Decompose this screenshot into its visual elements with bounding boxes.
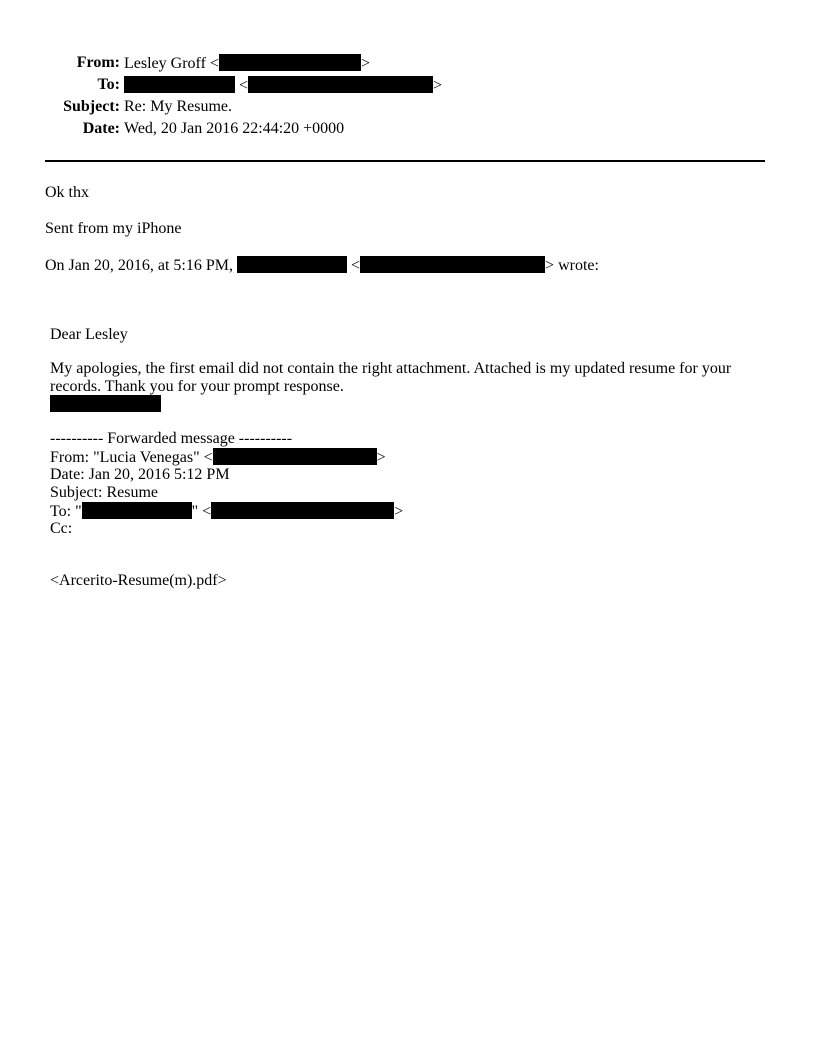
quoted-greeting: Dear Lesley [50,326,128,343]
subject-value: Re: My Resume. [124,98,232,115]
quote-attribution: On Jan 20, 2016, at 5:16 PM, < > wrote: [45,257,599,274]
quoted-sender-redaction [50,395,161,414]
redaction-block [248,76,433,93]
forward-from-prefix: From: "Lucia Venegas" [50,449,200,466]
from-value: Lesley Groff < > [124,55,370,72]
forward-cc: Cc: [50,520,73,537]
redaction-block [219,54,361,71]
quote-prefix: On Jan 20, 2016, at 5:16 PM, [45,257,233,274]
quote-suffix: wrote: [558,257,599,274]
redaction-block [360,256,545,273]
date-label: Date: [82,120,120,137]
reply-body: Ok thx [45,184,89,201]
reply-signature: Sent from my iPhone [45,220,182,237]
redaction-block [213,448,377,465]
redaction-block [124,76,235,93]
redaction-block [82,502,192,519]
forward-to: To: " " < > [50,503,404,520]
quoted-paragraph: My apologies, the first email did not contain the right attachment. Attached is my updated resume for your records. Thank you for your prompt response. [50,360,732,395]
subject-label: Subject: [63,98,120,115]
header-divider [45,160,765,162]
to-label: To: [97,76,120,93]
from-name: Lesley Groff [124,55,206,72]
forward-marker: ---------- Forwarded message ---------- [50,430,293,447]
forward-subject: Subject: Resume [50,484,158,501]
from-label: From: [76,54,120,71]
date-value: Wed, 20 Jan 2016 22:44:20 +0000 [124,120,345,137]
forward-to-prefix: To: " [50,503,82,520]
attachment-name[interactable]: <Arcerito-Resume(m).pdf> [50,572,227,589]
redaction-block [237,256,347,273]
to-value: < > [124,76,442,95]
forward-date: Date: Jan 20, 2016 5:12 PM [50,466,230,483]
redaction-block [211,502,394,519]
forward-from: From: "Lucia Venegas" < > [50,449,386,466]
redaction-block [50,395,161,412]
